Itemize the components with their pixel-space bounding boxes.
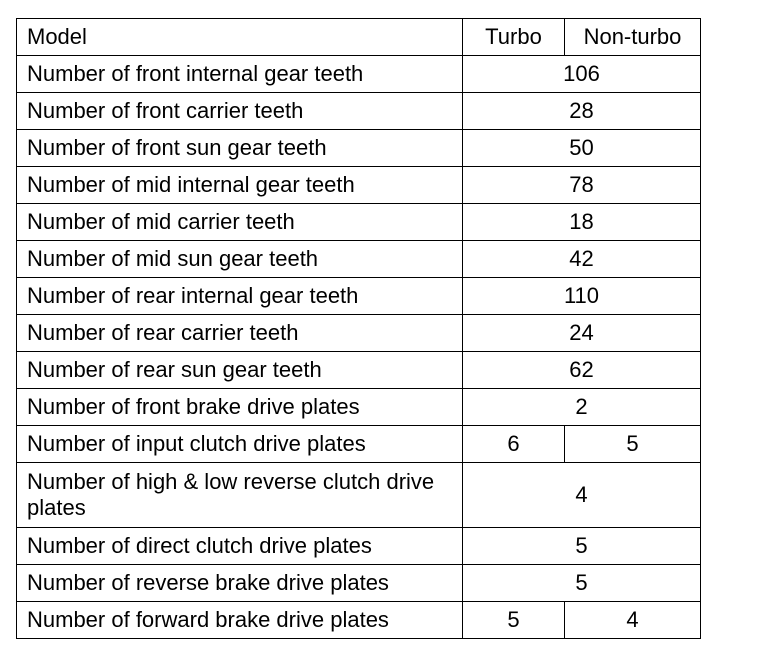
header-turbo: Turbo [463, 19, 565, 56]
row-value: 50 [463, 130, 701, 167]
header-non-turbo: Non-turbo [565, 19, 701, 56]
table-row [17, 278, 701, 315]
table-row [17, 352, 701, 389]
row-label: Number of rear sun gear teeth [17, 352, 463, 389]
row-value: 110 [463, 278, 701, 315]
row-value: 28 [463, 93, 701, 130]
row-value: 106 [463, 56, 701, 93]
table-row [17, 130, 701, 167]
table-row [17, 565, 701, 602]
row-value: 5 [463, 528, 701, 565]
row-value: 78 [463, 167, 701, 204]
row-label: Number of front brake drive plates [17, 389, 463, 426]
specification-table [16, 18, 701, 639]
row-value: 2 [463, 389, 701, 426]
row-label: Number of mid sun gear teeth [17, 241, 463, 278]
table-row [17, 463, 701, 528]
row-value-turbo: 6 [463, 426, 565, 463]
header-model: Model [17, 19, 463, 56]
header-row [17, 19, 701, 56]
table-row [17, 241, 701, 278]
row-value: 18 [463, 204, 701, 241]
table-row [17, 315, 701, 352]
table-row [17, 602, 701, 639]
row-value-non-turbo: 5 [565, 426, 701, 463]
row-label: Number of front carrier teeth [17, 93, 463, 130]
table-row [17, 167, 701, 204]
table-row [17, 426, 701, 463]
table-row [17, 389, 701, 426]
row-value-non-turbo: 4 [565, 602, 701, 639]
table-row [17, 204, 701, 241]
row-value: 42 [463, 241, 701, 278]
row-label: Number of rear internal gear teeth [17, 278, 463, 315]
row-label: Number of mid internal gear teeth [17, 167, 463, 204]
row-label: Number of mid carrier teeth [17, 204, 463, 241]
row-value: 24 [463, 315, 701, 352]
row-label: Number of forward brake drive plates [17, 602, 463, 639]
row-value: 62 [463, 352, 701, 389]
row-label: Number of front internal gear teeth [17, 56, 463, 93]
row-label: Number of high & low reverse clutch drive plates [17, 463, 463, 528]
row-value-turbo: 5 [463, 602, 565, 639]
table-row [17, 56, 701, 93]
table-row [17, 93, 701, 130]
row-value: 5 [463, 565, 701, 602]
row-label: Number of direct clutch drive plates [17, 528, 463, 565]
row-label: Number of input clutch drive plates [17, 426, 463, 463]
row-label: Number of front sun gear teeth [17, 130, 463, 167]
row-value: 4 [463, 463, 701, 528]
table-row [17, 528, 701, 565]
row-label: Number of rear carrier teeth [17, 315, 463, 352]
row-label: Number of reverse brake drive plates [17, 565, 463, 602]
